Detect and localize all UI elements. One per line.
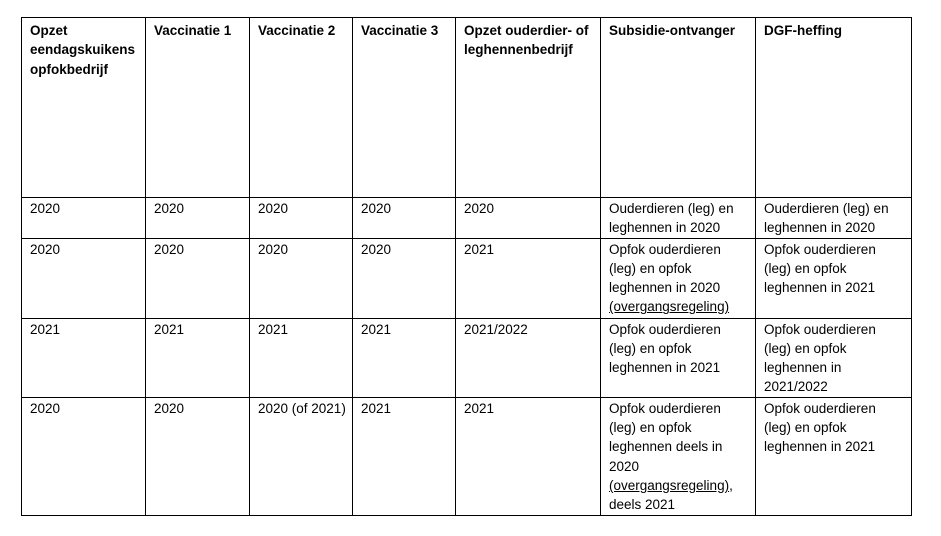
cell-dgf: Opfok ouderdieren (leg) en opfok leghennen in 2021 bbox=[756, 397, 912, 515]
header-dgf-heffing: DGF-heffing bbox=[756, 18, 912, 198]
subsidie-text: Opfok ouderdieren (leg) en opfok leghennen in 2020 bbox=[609, 241, 721, 296]
cell-subsidie bbox=[601, 198, 756, 239]
table-row bbox=[22, 238, 912, 318]
subsidie-note: (overgangsregeling) bbox=[609, 477, 730, 493]
subsidie-text: Ouderdieren (leg) en leghennen in 2020 bbox=[609, 201, 734, 236]
cell-dgf: Ouderdieren (leg) en leghennen in 2020 bbox=[756, 198, 912, 239]
cell-opzet-opfok: 2020 bbox=[22, 397, 146, 515]
cell-opzet-opfok: 2021 bbox=[22, 318, 146, 397]
cell-vaccinatie-3: 2020 bbox=[353, 198, 456, 239]
table-row bbox=[22, 318, 912, 397]
header-row bbox=[22, 18, 912, 198]
cell-vaccinatie-2: 2020 bbox=[250, 198, 353, 239]
header-opzet-opfokbedrijf: Opzet eendagskuikens opfokbedrijf bbox=[22, 18, 146, 198]
subsidie-tail: , deels 2021 bbox=[609, 477, 733, 513]
cell-subsidie bbox=[601, 318, 756, 397]
cell-opzet-bedrijf: 2021/2022 bbox=[456, 318, 601, 397]
cell-vaccinatie-1: 2020 bbox=[146, 238, 250, 318]
table-row bbox=[22, 198, 912, 239]
subsidie-note: (overgangsregeling) bbox=[609, 299, 730, 315]
header-vaccinatie-1: Vaccinatie 1 bbox=[146, 18, 250, 198]
cell-opzet-opfok: 2020 bbox=[22, 238, 146, 318]
subsidie-text: Opfok ouderdieren (leg) en opfok leghennen in 2021 bbox=[609, 321, 721, 376]
cell-vaccinatie-2: 2020 bbox=[250, 238, 353, 318]
header-opzet-bedrijf: Opzet ouderdier- of leghennenbedrijf bbox=[456, 18, 601, 198]
table-row bbox=[22, 397, 912, 515]
cell-subsidie bbox=[601, 238, 756, 318]
cell-dgf: Opfok ouderdieren (leg) en opfok leghennen in 2021/2022 bbox=[756, 318, 912, 397]
cell-vaccinatie-1: 2020 bbox=[146, 198, 250, 239]
cell-dgf: Opfok ouderdieren (leg) en opfok leghennen in 2021 bbox=[756, 238, 912, 318]
header-subsidie-ontvanger: Subsidie-ontvanger bbox=[601, 18, 756, 198]
cell-vaccinatie-3: 2021 bbox=[353, 397, 456, 515]
cell-vaccinatie-1: 2020 bbox=[146, 397, 250, 515]
cell-opzet-opfok: 2020 bbox=[22, 198, 146, 239]
subsidie-text: Opfok ouderdieren (leg) en opfok leghennen deels in 2020 bbox=[609, 400, 723, 474]
vaccination-subsidy-table bbox=[21, 17, 912, 516]
header-vaccinatie-3: Vaccinatie 3 bbox=[353, 18, 456, 198]
cell-opzet-bedrijf: 2020 bbox=[456, 198, 601, 239]
cell-vaccinatie-3: 2021 bbox=[353, 318, 456, 397]
cell-subsidie bbox=[601, 397, 756, 515]
header-vaccinatie-2: Vaccinatie 2 bbox=[250, 18, 353, 198]
cell-vaccinatie-2: 2020 (of 2021) bbox=[250, 397, 353, 515]
cell-vaccinatie-1: 2021 bbox=[146, 318, 250, 397]
cell-opzet-bedrijf: 2021 bbox=[456, 238, 601, 318]
cell-vaccinatie-2: 2021 bbox=[250, 318, 353, 397]
cell-opzet-bedrijf: 2021 bbox=[456, 397, 601, 515]
cell-vaccinatie-3: 2020 bbox=[353, 238, 456, 318]
